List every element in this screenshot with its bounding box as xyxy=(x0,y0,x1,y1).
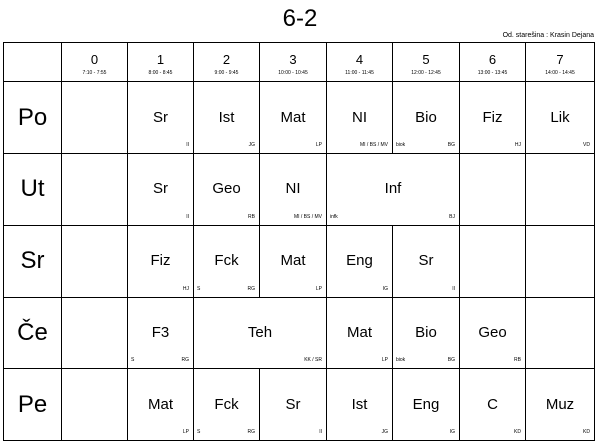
room-code: S xyxy=(197,429,201,435)
timetable xyxy=(3,42,595,441)
lesson-cell xyxy=(327,154,460,226)
period-number: 2 xyxy=(222,52,231,68)
empty-cell xyxy=(62,154,128,226)
teacher-code: RG xyxy=(181,357,189,364)
teacher-code: IG xyxy=(449,429,455,435)
period-number: 5 xyxy=(422,52,430,68)
teacher-code: BG xyxy=(447,142,455,149)
period-time: 9:00 - 9:45 xyxy=(214,70,239,77)
period-time: 14:00 - 14:45 xyxy=(545,70,575,77)
subject-name: Fck xyxy=(214,252,239,270)
teacher-code: RG xyxy=(247,429,255,435)
period-number: 4 xyxy=(355,52,364,68)
lesson-cell xyxy=(327,225,393,297)
lesson-cell xyxy=(128,225,194,297)
empty-cell xyxy=(62,225,128,297)
subject-name: Bio xyxy=(415,323,437,341)
lesson-cell xyxy=(460,82,526,154)
teacher-code: II xyxy=(319,429,322,435)
teacher-code: LP xyxy=(381,357,388,364)
lesson-cell xyxy=(194,225,260,297)
empty-cell xyxy=(526,225,595,297)
empty-cell xyxy=(460,225,526,297)
lesson-cell xyxy=(460,297,526,369)
period-number: 0 xyxy=(90,52,99,68)
teacher-code: IG xyxy=(382,285,388,292)
subject-name: F3 xyxy=(151,323,170,341)
teacher-code: II xyxy=(452,285,455,292)
teacher-code: JG xyxy=(248,142,255,149)
subject-name: Lik xyxy=(550,108,570,126)
day-row xyxy=(4,82,595,154)
subject-name: Mat xyxy=(346,323,372,341)
day-label: Če xyxy=(4,297,62,369)
lesson-cell xyxy=(260,154,327,226)
class-title: 6-2 xyxy=(282,5,318,32)
subject-name: Mat xyxy=(280,252,306,270)
teacher-code: LP xyxy=(315,285,322,292)
room-code: S xyxy=(197,285,201,292)
lesson-cell xyxy=(460,369,526,441)
lesson-cell xyxy=(260,82,327,154)
lesson-cell xyxy=(194,82,260,154)
period-header xyxy=(128,43,194,82)
lesson-cell xyxy=(393,297,460,369)
subject-name: Geo xyxy=(212,180,241,198)
subject-name: Sr xyxy=(285,395,301,413)
lesson-cell xyxy=(393,369,460,441)
lesson-cell xyxy=(327,297,393,369)
lesson-cell xyxy=(128,297,194,369)
lesson-cell xyxy=(128,82,194,154)
subject-name: Fiz xyxy=(482,108,503,126)
period-number: 6 xyxy=(488,52,497,68)
teacher-code: MI / BS / MV xyxy=(359,142,388,149)
lesson-cell xyxy=(194,154,260,226)
subject-name: Sr xyxy=(153,108,168,126)
period-time: 8:00 - 8:45 xyxy=(148,70,173,77)
teacher-code: MI / BS / MV xyxy=(293,213,322,220)
teacher-code: BG xyxy=(447,357,455,364)
subject-name: Eng xyxy=(412,395,440,413)
day-label: Ut xyxy=(4,154,62,226)
empty-cell xyxy=(62,82,128,154)
period-header xyxy=(260,43,327,82)
teacher-code: LP xyxy=(182,429,189,435)
period-header xyxy=(327,43,393,82)
subject-name: Fck xyxy=(214,395,239,413)
lesson-cell xyxy=(128,154,194,226)
period-header xyxy=(526,43,595,82)
empty-cell xyxy=(460,154,526,226)
corner-cell xyxy=(4,43,62,82)
period-number: 1 xyxy=(156,52,165,68)
subject-name: NI xyxy=(285,180,301,198)
lesson-cell xyxy=(393,82,460,154)
teacher-code: KD xyxy=(583,429,590,435)
day-label: Pe xyxy=(4,369,62,441)
subject-name: Bio xyxy=(415,108,437,126)
period-header xyxy=(194,43,260,82)
subject-name: Eng xyxy=(346,252,373,270)
period-header xyxy=(393,43,460,82)
period-header xyxy=(62,43,128,82)
day-label: Sr xyxy=(4,225,62,297)
empty-cell xyxy=(62,369,128,441)
period-time: 12:00 - 12:45 xyxy=(411,70,441,77)
period-header-row xyxy=(4,43,595,82)
lesson-cell xyxy=(128,369,194,441)
subject-name: Ist xyxy=(351,395,368,413)
empty-cell xyxy=(62,297,128,369)
room-code: biok xyxy=(396,357,406,364)
subject-name: Sr xyxy=(153,180,168,198)
teacher-code: LP xyxy=(315,142,322,149)
period-number: 3 xyxy=(289,52,297,68)
teacher-code: II xyxy=(186,213,189,220)
lesson-cell xyxy=(194,369,260,441)
teacher-code: JG xyxy=(381,429,388,435)
teacher-code: RG xyxy=(247,285,255,292)
subject-name: Muz xyxy=(545,395,575,413)
subject-name: Sr xyxy=(418,252,434,270)
subject-name: Ist xyxy=(218,108,235,126)
teacher-code: HJ xyxy=(514,142,521,149)
teacher-code: KD xyxy=(514,429,521,435)
lesson-cell xyxy=(260,369,327,441)
subject-name: Geo xyxy=(478,323,507,341)
day-row xyxy=(4,369,595,441)
teacher-code: II xyxy=(186,142,189,149)
subject-name: NI xyxy=(352,108,367,126)
lesson-cell xyxy=(327,369,393,441)
period-header xyxy=(460,43,526,82)
day-label: Po xyxy=(4,82,62,154)
period-time: 13:00 - 13:45 xyxy=(477,70,508,77)
room-code: biok xyxy=(396,142,406,149)
teacher-code: RB xyxy=(514,357,521,364)
subject-name: C xyxy=(487,395,498,413)
subject-name: Inf xyxy=(384,180,402,198)
teacher-code: HJ xyxy=(182,285,189,292)
period-time: 11:00 - 11:45 xyxy=(345,70,374,77)
lesson-cell xyxy=(526,369,595,441)
teacher-code: RB xyxy=(248,213,255,220)
day-row xyxy=(4,297,595,369)
lesson-cell xyxy=(393,225,460,297)
lesson-cell xyxy=(526,82,595,154)
subject-name: Fiz xyxy=(150,252,171,270)
period-number: 7 xyxy=(556,52,564,68)
lesson-cell xyxy=(194,297,327,369)
empty-cell xyxy=(526,297,595,369)
period-time: 10:00 - 10:45 xyxy=(278,70,308,77)
room-code: S xyxy=(131,357,135,364)
subject-name: Mat xyxy=(280,108,306,126)
homeroom-teacher: Od. starešina : Krasin Dejana xyxy=(502,32,594,39)
teacher-code: BJ xyxy=(449,213,455,220)
teacher-code: KK / SR xyxy=(304,357,322,364)
subject-name: Mat xyxy=(147,395,173,413)
subject-name: Teh xyxy=(247,323,273,341)
teacher-code: VD xyxy=(583,142,590,149)
room-code: infk xyxy=(330,213,338,220)
day-row xyxy=(4,154,595,226)
lesson-cell xyxy=(260,225,327,297)
day-row xyxy=(4,225,595,297)
period-time: 7:10 - 7:55 xyxy=(82,70,107,77)
lesson-cell xyxy=(327,82,393,154)
empty-cell xyxy=(526,154,595,226)
